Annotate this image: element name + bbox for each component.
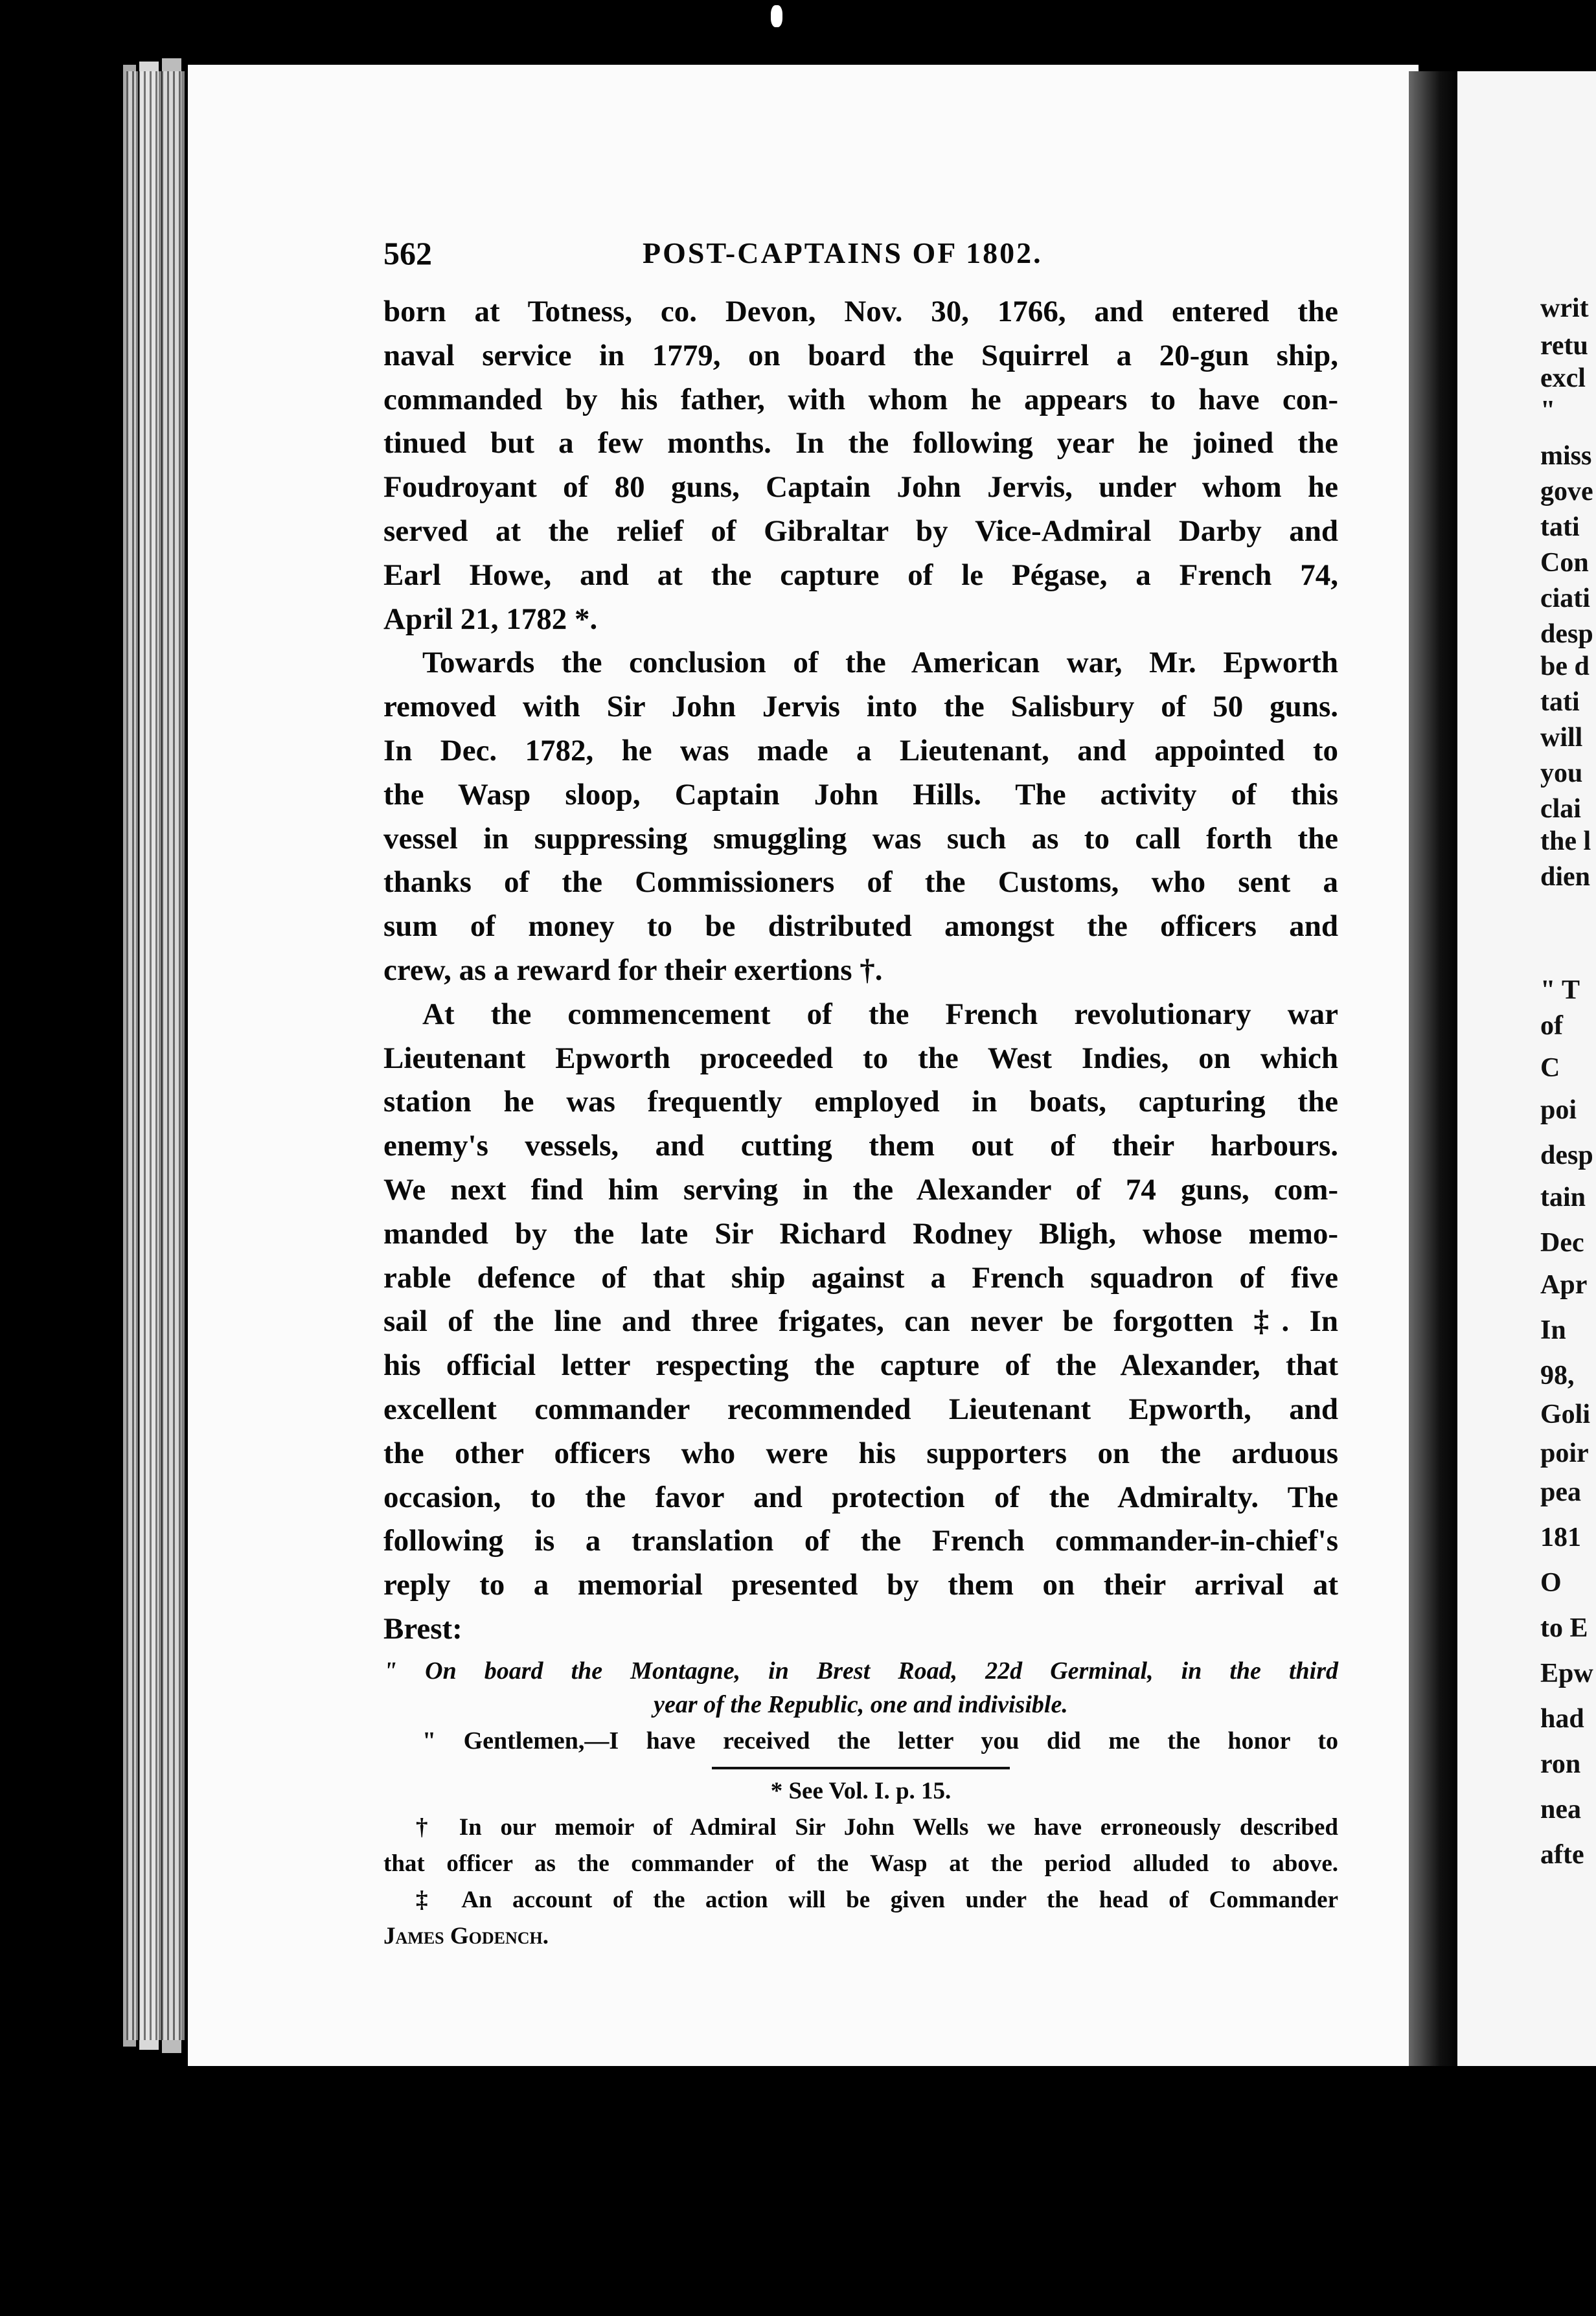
adjacent-text-fragment: tain [1540,1183,1586,1212]
text-line: following is a translation of the French commander-in-chief's [383,1524,1338,1558]
page-stack-edges [126,71,185,2040]
text-line: naval service in 1779, on board the Squirrel a 20-gun ship, [383,338,1338,372]
text-line: Foudroyant of 80 guns, Captain John Jervis, under whom he [383,470,1338,505]
text-line: commanded by his father, with whom he appears to have con- [383,382,1338,416]
adjacent-text-fragment: Apr [1540,1270,1588,1300]
adjacent-text-fragment: miss [1540,441,1592,471]
adjacent-text-fragment: you [1540,758,1583,788]
adjacent-text-fragment: pea [1540,1477,1581,1507]
adjacent-text-fragment: In [1540,1315,1566,1345]
text-line: removed with Sir John Jervis into the Salisbury of 50 guns. [383,690,1338,724]
text-line: crew, as a reward for their exertions †. [383,953,883,987]
adjacent-text-fragment: Goli [1540,1400,1591,1429]
adjacent-text-fragment: Con [1540,548,1589,578]
adjacent-text-fragment: C [1540,1053,1560,1083]
text-line: tinued but a few months. In the following year he joined the [383,426,1338,460]
adjacent-text-fragment: gove [1540,477,1593,506]
adjacent-text-fragment: dien [1540,862,1591,892]
adjacent-text-fragment: 98, [1540,1361,1575,1391]
adjacent-text-fragment: desp [1540,619,1593,649]
adjacent-text-fragment: clai [1540,794,1581,824]
adjacent-text-fragment: ciati [1540,584,1590,613]
adjacent-text-fragment: 181 [1540,1523,1581,1552]
quote-heading: " On board the Montagne, in Brest Road, 22d Germinal, in the third [383,1657,1338,1685]
text-line: his official letter respecting the capture of the Alexander, that [383,1348,1338,1383]
adjacent-text-fragment: excl [1540,363,1586,393]
text-line: We next find him serving in the Alexander of 74 guns, com- [383,1172,1338,1207]
adjacent-text-fragment: writ [1540,293,1589,323]
text-line: station he was frequently employed in boats, capturing the [383,1085,1338,1119]
adjacent-text-fragment: ron [1540,1749,1581,1779]
text-line: Lieutenant Epworth proceeded to the West Indies, on which [383,1041,1338,1075]
text-line: sum of money to be distributed amongst the officers and [383,909,1338,944]
adjacent-text-fragment: tati [1540,512,1580,542]
text-line: served at the relief of Gibraltar by Vice-Admiral Darby and [383,514,1338,548]
adjacent-text-fragment: O [1540,1568,1562,1598]
text-line: manded by the late Sir Richard Rodney Bligh, whose memo- [383,1216,1338,1251]
text-line: born at Totness, co. Devon, Nov. 30, 1766, and entered the [383,295,1338,328]
adjacent-text-fragment: tati [1540,687,1580,717]
footnote: † In our memoir of Admiral Sir John Wells we have erroneously described [416,1813,1338,1841]
text-line: Brest: [383,1611,462,1646]
text-line: occasion, to the favor and protection of the Admiralty. The [383,1480,1338,1514]
adjacent-text-fragment: will [1540,723,1583,753]
text-line: Earl Howe, and at the capture of le Pégase, a French 74, [383,558,1338,592]
adjacent-text-fragment: poi [1540,1095,1577,1125]
page-number: 562 [383,235,432,271]
adjacent-text-fragment: to E [1540,1613,1588,1643]
adjacent-text-fragment: " [1540,396,1556,426]
text-line: excellent commander recommended Lieutenant Epworth, and [383,1392,1338,1426]
adjacent-text-fragment: retu [1540,331,1588,361]
text-line: April 21, 1782 *. [383,602,598,636]
quote-salutation: " Gentlemen,—I have received the letter you did me the honor to [422,1727,1338,1754]
text-line: thanks of the Commissioners of the Customs, who sent a [383,865,1338,900]
page-text [383,234,1338,1955]
text-line: rable defence of that ship against a French squadron of five [383,1260,1338,1295]
adjacent-text-fragment: " T [1540,975,1580,1005]
running-title: POST-CAPTAINS OF 1802. [643,236,1043,269]
adjacent-text-fragment: had [1540,1704,1584,1734]
adjacent-text-fragment: be d [1540,652,1590,681]
text-line: the other officers who were his supporters on the arduous [383,1436,1338,1470]
quote-heading: year of the Republic, one and indivisible. [654,1690,1068,1718]
adjacent-text-fragment: desp [1540,1141,1593,1170]
text-line: reply to a memorial presented by them on their arrival at [383,1568,1338,1602]
text-line: At the commencement of the French revolutionary war [422,997,1338,1031]
adjacent-text-fragment: poir [1540,1438,1589,1468]
adjacent-text-fragment: Epw [1540,1659,1593,1688]
text-line: Towards the conclusion of the American war, Mr. Epworth [422,646,1338,680]
text-line: sail of the line and three frigates, can never be forgotten ‡. In [383,1304,1338,1339]
running-header [383,234,1338,290]
footnote: that officer as the commander of the Wasp at the period alluded to above. [383,1850,1338,1877]
adjacent-text-fragment: afte [1540,1840,1584,1870]
text-line: In Dec. 1782, he was made a Lieutenant, and appointed to [383,733,1338,767]
text-line: the Wasp sloop, Captain John Hills. The activity of this [383,777,1338,812]
footnote: James Godench. [383,1922,549,1949]
text-line: enemy's vessels, and cutting them out of their harbours. [383,1129,1338,1163]
book-spine [1409,71,1461,2066]
footnote-rule [712,1767,1010,1769]
text-line: vessel in suppressing smuggling was such as to call forth the [383,821,1338,856]
adjacent-text-fragment: the l [1540,826,1591,856]
footnote: ‡ An account of the action will be given under the head of Commander [416,1886,1338,1913]
body-text [383,290,1338,1652]
adjacent-text-fragment: Dec [1540,1228,1584,1258]
footnote: * See Vol. I. p. 15. [770,1777,952,1804]
adjacent-text-fragment: of [1540,1011,1563,1041]
adjacent-text-fragment: nea [1540,1795,1581,1824]
scan-mark [771,5,782,27]
